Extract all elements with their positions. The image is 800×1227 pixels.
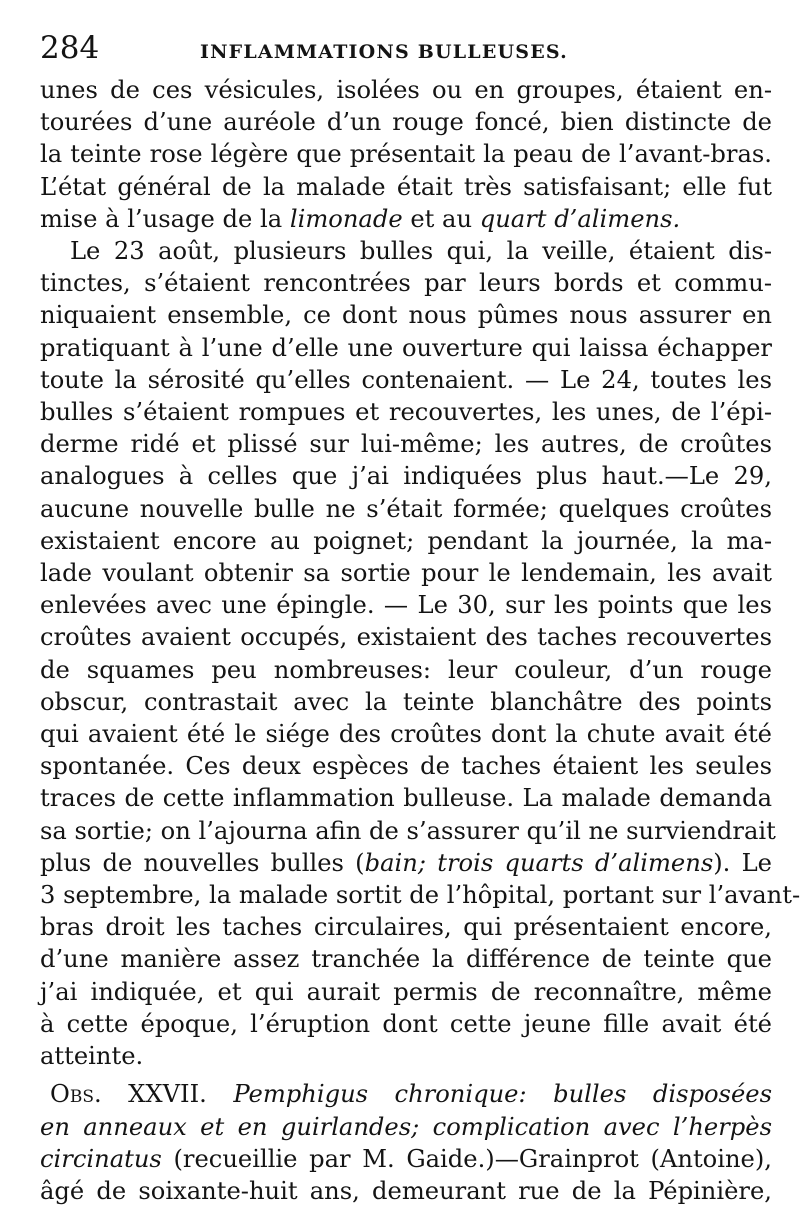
text-line: tinctes, s’étaient rencontrées par leurs bords et commu- xyxy=(40,269,772,298)
text-line: la teinte rose légère que présentait la peau de l’avant-bras. xyxy=(40,140,772,169)
text-line xyxy=(40,203,772,235)
text-line xyxy=(40,1111,772,1143)
text-line: atteinte. xyxy=(40,1042,144,1071)
italic-run: circinatus xyxy=(40,1144,162,1173)
text-line: niquaient ensemble, ce dont nous pûmes nous assurer en xyxy=(40,301,772,330)
body-text xyxy=(40,74,800,1207)
text-run: ). Le xyxy=(713,848,772,877)
text-run: plus de nouvelles bulles ( xyxy=(40,848,365,877)
italic-run: limonade xyxy=(289,204,403,233)
text-line: toute la sérosité qu’elles contenaient. — Le 24, toutes les xyxy=(40,365,772,394)
text-line: enlevées avec une épingle. — Le 30, sur les points que les xyxy=(40,591,772,620)
text-run: mise à l’usage de la xyxy=(40,204,283,233)
paragraph-start-line: Le 23 août, plusieurs bulles qui, la veille, étaient dis- xyxy=(70,237,772,266)
text-line: bras droit les taches circulaires, qui présentaient encore, xyxy=(40,913,772,942)
text-line: bulles s’étaient rompues et recouvertes, les unes, de l’épi- xyxy=(40,398,772,427)
text-line: croûtes avaient occupés, existaient des taches recouvertes xyxy=(40,623,772,652)
text-line: spontanée. Ces deux espèces de taches étaient les seules xyxy=(40,752,772,781)
text-line xyxy=(40,847,772,879)
text-line: pratiquant à l’une d’elle une ouverture qui laissa échapper xyxy=(40,333,772,362)
text-line: d’une manière assez tranchée la différence de teinte que xyxy=(40,945,772,974)
text-line: j’ai indiquée, et qui aurait permis de reconnaître, même xyxy=(40,977,772,1006)
text-line: existaient encore au poignet; pendant la journée, la ma- xyxy=(40,526,772,555)
running-head: INFLAMMATIONS BULLEUSES. xyxy=(200,41,568,63)
text-run: (recueillie par M. Gaide.)—Grainprot (Antoine), xyxy=(161,1144,772,1173)
text-line: aucune nouvelle bulle ne s’était formée; quelques croûtes xyxy=(40,494,772,523)
text-line: qui avaient été le siége des croûtes dont la chute avait été xyxy=(40,720,772,749)
text-run: et au xyxy=(402,204,480,233)
text-line: analogues à celles que j’ai indiquées plus haut.—Le 29, xyxy=(40,462,772,491)
observation-number: Obs. XXVII. xyxy=(50,1080,207,1109)
text-line: 3 septembre, la malade sortit de l’hôpital, portant sur l’avant- xyxy=(40,881,800,910)
text-line: sa sortie; on l’ajourna afin de s’assurer qu’il ne surviendrait xyxy=(40,816,776,845)
text-line: de squames peu nombreuses: leur couleur, d’un rouge xyxy=(40,655,772,684)
page-number: 284 xyxy=(40,30,100,66)
page-header xyxy=(40,30,772,70)
italic-run: Pemphigus chronique: bulles disposées xyxy=(233,1080,772,1109)
text-line: âgé de soixante-huit ans, demeurant rue de la Pépinière, xyxy=(40,1176,772,1205)
text-line: tourées d’une auréole d’un rouge foncé, bien distincte de xyxy=(40,108,772,137)
text-line: unes de ces vésicules, isolées ou en groupes, étaient en- xyxy=(40,76,772,104)
text-line: L’état général de la malade était très satisfaisant; elle fut xyxy=(40,172,772,201)
text-line: à cette époque, l’éruption dont cette jeune fille avait été xyxy=(40,1009,772,1038)
observation-heading-line xyxy=(40,1078,772,1110)
text-line: traces de cette inflammation bulleuse. La malade demanda xyxy=(40,784,772,813)
italic-run: quart d’alimens. xyxy=(479,204,681,233)
italic-run: en anneaux et en guirlandes; complication avec l’herpès xyxy=(40,1112,772,1141)
text-line: lade voulant obtenir sa sortie pour le lendemain, les avait xyxy=(40,559,772,588)
italic-run: bain; trois quarts d’alimens xyxy=(364,848,714,877)
text-line: obscur, contrastait avec la teinte blanchâtre des points xyxy=(40,687,772,716)
text-line xyxy=(40,1143,772,1175)
text-line: derme ridé et plissé sur lui-même; les autres, de croûtes xyxy=(40,430,772,459)
